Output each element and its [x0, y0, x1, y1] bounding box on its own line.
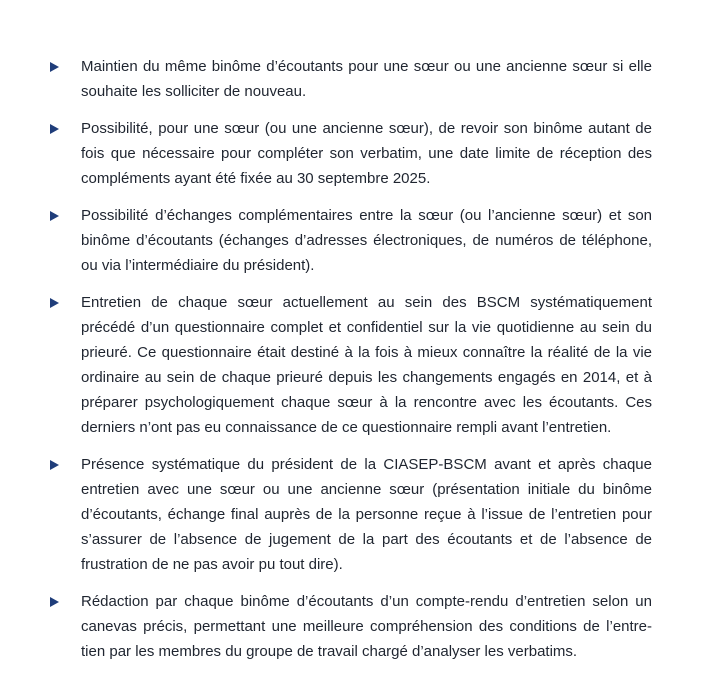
- triangle-right-icon: [50, 62, 59, 72]
- list-item-text: Maintien du même binôme d’écoutants pour une sœur ou une ancienne sœur si elle souhaite les solliciter de nouveau.: [81, 58, 652, 100]
- bullet-list: [50, 54, 652, 676]
- list-item-text: Rédaction par chaque binôme d’écoutants d’un compte-rendu d’entretien selon un canevas précis, permettant une meilleure compréhension des conditions de l’entre-tien par les membres du groupe de travail chargé d’analyser les verbatims.: [81, 593, 652, 660]
- list-item: [50, 54, 652, 104]
- list-item: [50, 290, 652, 440]
- triangle-right-icon: [50, 298, 59, 308]
- triangle-right-icon: [50, 211, 59, 221]
- list-item-text: Possibilité, pour une sœur (ou une ancienne sœur), de revoir son binôme autant de fois que nécessaire pour compléter son verbatim, une date limite de réception des compléments ayant été fixée au 30 septembre 2025.: [81, 120, 652, 187]
- triangle-right-icon: [50, 460, 59, 470]
- triangle-right-icon: [50, 124, 59, 134]
- triangle-right-icon: [50, 597, 59, 607]
- list-item: [50, 203, 652, 278]
- list-item: [50, 116, 652, 191]
- list-item: [50, 589, 652, 664]
- list-item-text: Possibilité d’échanges complémentaires entre la sœur (ou l’ancienne sœur) et son binôme d’écoutants (échanges d’adresses électroniques, de numéros de téléphone, ou via l’intermédiaire du président).: [81, 207, 652, 274]
- list-item-text: Entretien de chaque sœur actuellement au sein des BSCM systématiquement précédé d’un questionnaire complet et confidentiel sur la vie quotidienne au sein du prieuré. Ce questionnaire était destiné à la fois à mieux connaître la réalité de la vie ordinaire au sein de chaque prieuré depuis les changements engagés en 2014, et à préparer psychologiquement chaque sœur à la rencontre avec les écoutants. Ces derniers n’ont pas eu connaissance de ce questionnaire rempli avant l’entretien.: [81, 294, 652, 436]
- list-item-text: Présence systématique du président de la CIASEP-BSCM avant et après chaque entretien avec une sœur ou une ancienne sœur (présentation initiale du binôme d’écoutants, échange final auprès de la personne reçue à l’issue de l’entretien pour s’assurer de l’absence de jugement de la part des écoutants et de l’absence de frustration de ne pas avoir pu tout dire).: [81, 456, 652, 573]
- list-item: [50, 452, 652, 577]
